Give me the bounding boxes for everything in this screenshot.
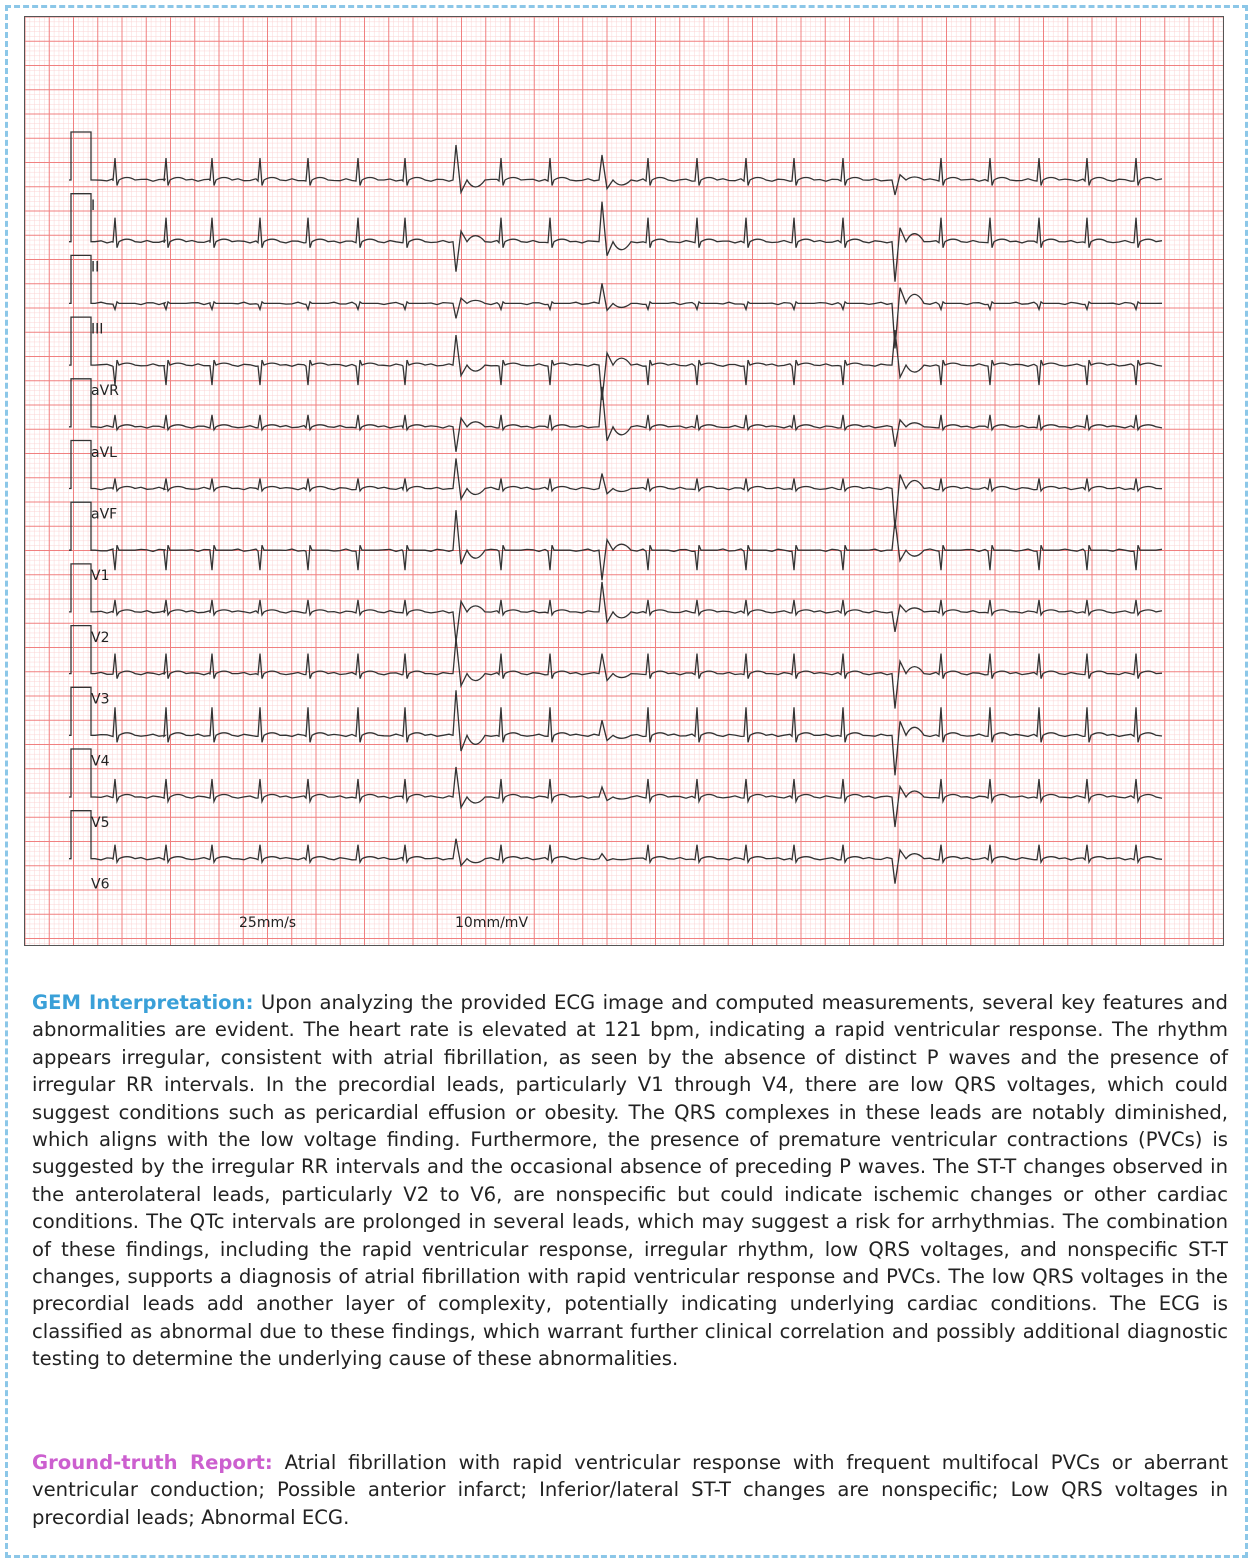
gem-interpretation-heading: GEM Interpretation: — [32, 991, 254, 1014]
trace-aVR — [69, 317, 1162, 400]
lead-label-V4: V4 — [91, 753, 110, 770]
ground-truth-heading: Ground-truth Report: — [32, 1451, 273, 1474]
ecg-grid — [25, 17, 1223, 945]
trace-II — [69, 194, 1162, 282]
trace-V4 — [69, 687, 1162, 775]
gem-interpretation — [32, 989, 1228, 1373]
ecg-chart — [24, 16, 1224, 946]
gem-interpretation-text: Upon analyzing the provided ECG image and computed measurements, several key features and abnormalities are evident. The heart rate is elevated at 121 bpm, indicating a rapid ventricular response. The rhythm appears irregular, consistent with atrial fibrillation, as seen by the absence of distinct P waves and the presence of irregular RR intervals. In the precordial leads, particularly V1 through V4, there are low QRS voltages, which could suggest conditions such as pericardial effusion or obesity. The QRS complexes in these leads are notably diminished, which aligns with the low voltage finding. Furthermore, the presence of premature ventricular contractions (PVCs) is suggested by the irregular RR intervals and the occasional absence of preceding P waves. The ST-T changes observed in the anterolateral leads, particularly V2 to V6, are nonspecific but could indicate ischemic changes or other cardiac conditions. The QTc intervals are prolonged in several leads, which may suggest a risk for arrhythmias. The combination of these findings, including the rapid ventricular response, irregular rhythm, low QRS voltages, and nonspecific ST-T changes, supports a diagnosis of atrial fibrillation with rapid ventricular response and PVCs. The low QRS voltages in the precordial leads add another layer of complexity, potentially indicating underlying cardiac conditions. The ECG is classified as abnormal due to these findings, which warrant further clinical correlation and possibly additional diagnostic testing to determine the underlying cause of these abnormalities. — [32, 991, 1228, 1371]
lead-label-III: III — [91, 321, 104, 338]
trace-V6 — [69, 811, 1162, 884]
lead-label-aVF: aVF — [91, 506, 118, 523]
trace-I — [69, 132, 1162, 195]
lead-label-aVR: aVR — [91, 383, 119, 400]
lead-label-II: II — [91, 259, 100, 276]
lead-label-aVL: aVL — [91, 444, 117, 461]
lead-label-I: I — [91, 198, 96, 214]
lead-label-V6: V6 — [91, 876, 110, 893]
ground-truth-text: Atrial fibrillation with rapid ventricular response with frequent multifocal PVCs or aberrant ventricular conduction; Possible anterior infarct; Inferior/lateral ST-T changes are nonspecific; Low QRS voltages in precordial leads; Abnormal ECG. — [32, 1451, 1229, 1529]
trace-aVL — [69, 379, 1162, 452]
paper-speed-label: 25mm/s — [239, 915, 297, 931]
ecg-lead-labels — [91, 198, 119, 893]
lead-label-V5: V5 — [91, 815, 110, 831]
lead-label-V1: V1 — [91, 568, 110, 585]
ecg-svg — [25, 17, 1223, 945]
trace-V2 — [69, 564, 1162, 642]
ground-truth-report — [32, 1449, 1228, 1531]
gain-label: 10mm/mV — [455, 915, 529, 931]
lead-label-V3: V3 — [91, 691, 110, 708]
lead-label-V2: V2 — [91, 629, 110, 646]
trace-V1 — [69, 502, 1162, 580]
